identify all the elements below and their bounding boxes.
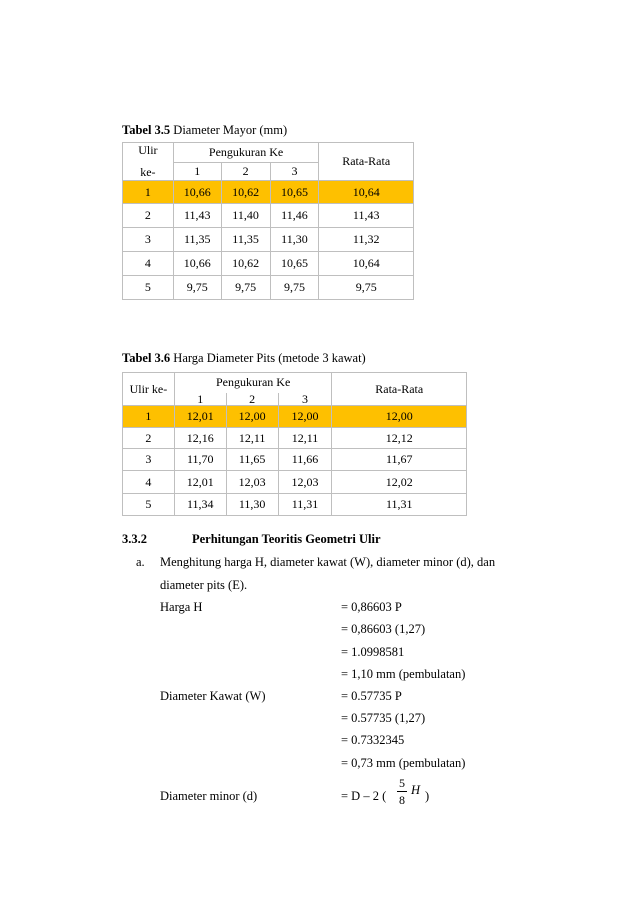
cell: 12,00: [226, 406, 278, 428]
cell: 3: [123, 449, 175, 471]
table-row: [123, 181, 414, 204]
cell: 12,00: [332, 406, 467, 428]
cell: 11,30: [226, 494, 278, 516]
header-pengukuran: Pengukuran Ke: [173, 143, 319, 163]
cell: 11,67: [332, 449, 467, 471]
fraction-bar: [397, 791, 407, 792]
table-row: [123, 494, 467, 516]
section-number: 3.3.2: [122, 532, 147, 546]
kawat-eq-4: = 0,73 mm (pembulatan): [341, 756, 466, 770]
cell: 9,75: [221, 276, 270, 300]
cell: 10,62: [221, 181, 270, 204]
subheader-3: 3: [270, 163, 319, 181]
cell: 5: [123, 494, 175, 516]
cell: 12,01: [174, 471, 226, 494]
caption-label: Tabel 3.6: [122, 351, 171, 365]
minor-label: Diameter minor (d): [160, 789, 258, 803]
table-row: [123, 276, 414, 300]
cell: 11,31: [332, 494, 467, 516]
cell: 12,11: [278, 428, 332, 449]
cell: 11,43: [173, 204, 221, 228]
table-row: [123, 228, 414, 252]
cell: 2: [123, 204, 174, 228]
table-3-5-caption: [122, 123, 287, 138]
kawat-eq-1: = 0.57735 P: [341, 689, 402, 703]
cell: 10,66: [173, 252, 221, 276]
harga-h-label: Harga H: [160, 600, 203, 614]
harga-h-eq-3: = 1.0998581: [341, 645, 405, 659]
cell: 1: [123, 181, 174, 204]
header-ulir: Ulir ke-: [123, 143, 174, 181]
cell: 9,75: [173, 276, 221, 300]
subheader-3: 3: [278, 393, 332, 406]
cell: 9,75: [319, 276, 414, 300]
cell: 1: [123, 406, 175, 428]
caption-label: Tabel 3.5: [122, 123, 171, 137]
item-text-line1: Menghitung harga H, diameter kawat (W), diameter minor (d), dan: [160, 555, 496, 569]
cell: 12,16: [174, 428, 226, 449]
cell: 11,31: [278, 494, 332, 516]
table-row: [123, 449, 467, 471]
cell: 12,00: [278, 406, 332, 428]
cell: 11,35: [221, 228, 270, 252]
item-text-line2: diameter pits (E).: [160, 578, 248, 592]
harga-h-eq-1: = 0,86603 P: [341, 600, 402, 614]
subheader-2: 2: [221, 163, 270, 181]
caption-text: Diameter Mayor (mm): [173, 123, 288, 137]
table-diameter-pits: [122, 372, 467, 516]
cell: 5: [123, 276, 174, 300]
section-title: Perhitungan Teoritis Geometri Ulir: [192, 532, 381, 546]
cell: 11,30: [270, 228, 319, 252]
cell: 10,66: [173, 181, 221, 204]
harga-h-eq-2: = 0,86603 (1,27): [341, 622, 426, 636]
cell: 10,65: [270, 181, 319, 204]
cell: 11,35: [173, 228, 221, 252]
cell: 12,12: [332, 428, 467, 449]
cell: 4: [123, 252, 174, 276]
cell: 12,03: [226, 471, 278, 494]
harga-h-eq-4: = 1,10 mm (pembulatan): [341, 667, 466, 681]
kawat-eq-2: = 0.57735 (1,27): [341, 711, 426, 725]
subheader-1: 1: [173, 163, 221, 181]
table-row: [123, 252, 414, 276]
fraction-numerator: 5: [399, 776, 405, 790]
cell: 10,62: [221, 252, 270, 276]
cell: 11,70: [174, 449, 226, 471]
cell: 10,64: [319, 181, 414, 204]
header-rata: Rata-Rata: [319, 143, 414, 181]
item-letter: a.: [136, 555, 145, 569]
subheader-2: 2: [226, 393, 278, 406]
kawat-eq-3: = 0.7332345: [341, 733, 405, 747]
cell: 11,66: [278, 449, 332, 471]
table-row: [123, 406, 467, 428]
cell: 10,65: [270, 252, 319, 276]
cell: 11,40: [221, 204, 270, 228]
cell: 4: [123, 471, 175, 494]
table-row: [123, 471, 467, 494]
cell: 12,02: [332, 471, 467, 494]
cell: 11,32: [319, 228, 414, 252]
cell: 3: [123, 228, 174, 252]
kawat-label: Diameter Kawat (W): [160, 689, 266, 703]
cell: 2: [123, 428, 175, 449]
minor-var: H: [411, 783, 421, 797]
cell: 10,64: [319, 252, 414, 276]
cell: 11,65: [226, 449, 278, 471]
caption-text: Harga Diameter Pits (metode 3 kawat): [173, 351, 366, 365]
cell: 11,46: [270, 204, 319, 228]
header-pengukuran: Pengukuran Ke: [174, 373, 332, 393]
fraction-denominator: 8: [399, 793, 405, 807]
cell: 11,43: [319, 204, 414, 228]
header-rata: Rata-Rata: [332, 373, 467, 406]
table-diameter-mayor: [122, 142, 414, 300]
cell: 12,01: [174, 406, 226, 428]
minor-eq-suffix: ): [425, 789, 430, 803]
header-ulir: Ulir ke-: [123, 373, 175, 406]
cell: 11,34: [174, 494, 226, 516]
table-row: [123, 428, 467, 449]
table-row: [123, 204, 414, 228]
subheader-1: 1: [174, 393, 226, 406]
cell: 9,75: [270, 276, 319, 300]
cell: 12,11: [226, 428, 278, 449]
cell: 12,03: [278, 471, 332, 494]
table-3-6-caption: [122, 351, 366, 366]
minor-eq-prefix: = D – 2 (: [341, 789, 387, 803]
